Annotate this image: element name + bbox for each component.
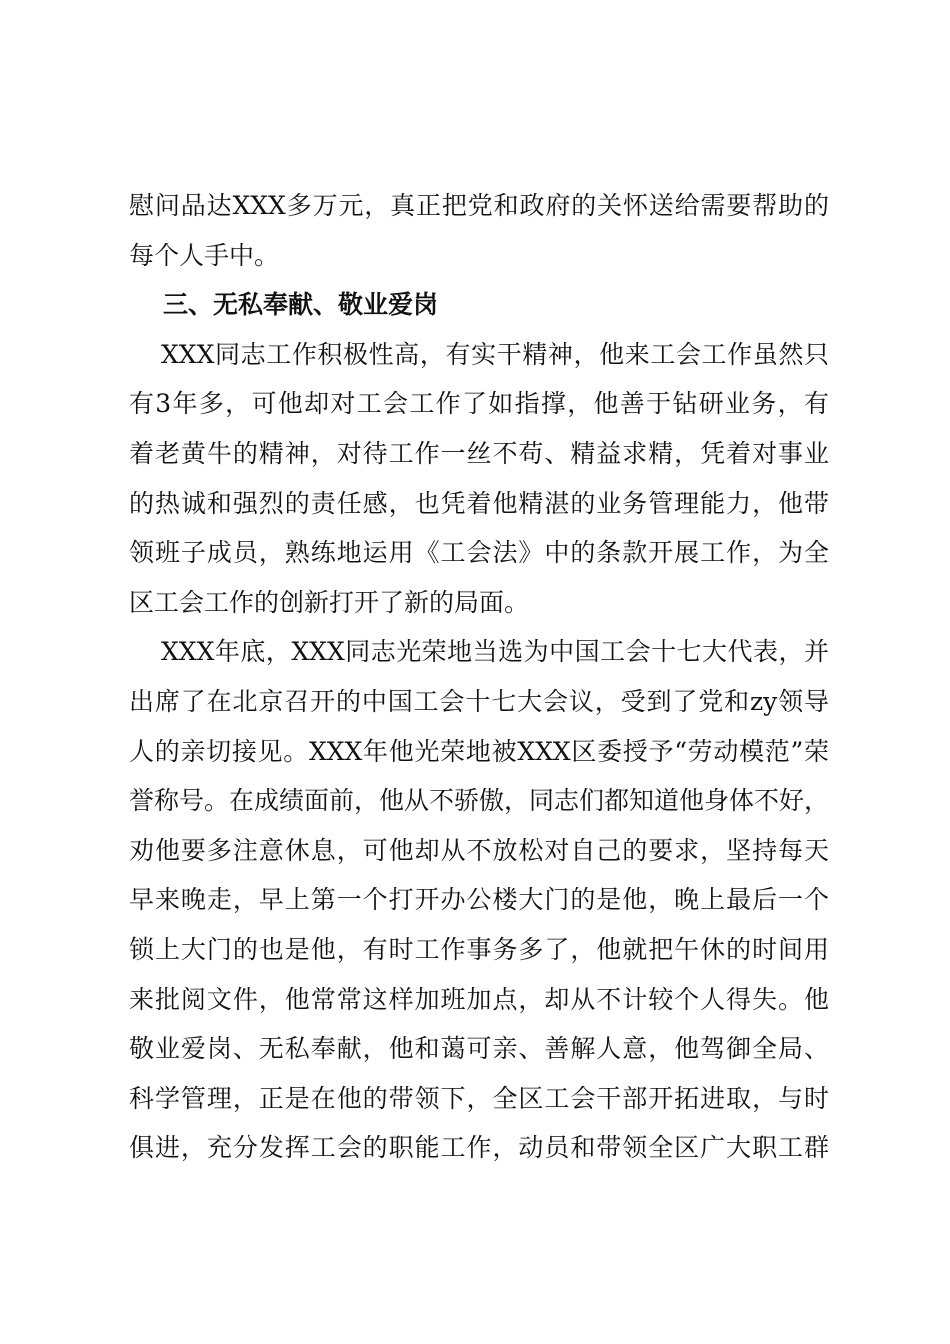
- text-line: 有3年多，可他却对工会工作了如指撑，他善于钻研业务，有: [129, 389, 829, 419]
- text-line: 慰问品达XXX多万元，真正把党和政府的关怀送给需要帮助的: [129, 191, 829, 220]
- text-line: 每个人手中。: [129, 240, 280, 270]
- text-line: 敬业爱岗、无私奉献，他和蔼可亲、善解人意，他驾御全局、: [129, 1034, 829, 1064]
- document-body: [129, 181, 829, 1173]
- text-line: 出席了在北京召开的中国工会十七大会议，受到了党和zy领导: [129, 686, 829, 716]
- text-line: 人的亲切接见。XXX年他光荣地被XXX区委授予“劳动模范”荣: [129, 736, 829, 766]
- text-line: 区工会工作的创新打开了新的局面。: [129, 587, 530, 617]
- text-line: 来批阅文件，他常常这样加班加点，却从不计较个人得失。他: [129, 984, 829, 1014]
- text-line: 早来晚走，早上第一个打开办公楼大门的是他，晚上最后一个: [129, 885, 829, 915]
- text-line: 科学管理，正是在他的带领下，全区工会干部开拓进取，与时: [129, 1083, 829, 1113]
- text-line: 领班子成员，熟练地运用《工会法》中的条款开展工作，为全: [129, 538, 829, 568]
- section-heading: 三、无私奉献、敬业爱岗: [163, 290, 439, 320]
- paragraph-honors: [129, 627, 829, 1173]
- paragraph-dedication: [129, 330, 829, 628]
- text-line: 着老黄牛的精神，对待工作一丝不苟、精益求精，凭着对事业: [129, 438, 829, 468]
- text-line: 劝他要多注意休息，可他却从不放松对自己的要求，坚持每天: [129, 835, 829, 865]
- text-line: XXX同志工作积极性高，有实干精神，他来工会工作虽然只: [161, 339, 829, 369]
- text-line: 誉称号。在成绩面前，他从不骄傲，同志们都知道他身体不好，: [129, 786, 830, 816]
- paragraph-continuation: [129, 181, 829, 280]
- text-line: 俱进，充分发挥工会的职能工作，动员和带领全区广大职工群: [129, 1133, 829, 1163]
- text-line: 的热诚和强烈的责任感，也凭着他精湛的业务管理能力，他带: [129, 488, 829, 518]
- text-line: XXX年底，XXX同志光荣地当选为中国工会十七大代表，并: [161, 637, 829, 667]
- text-line: 锁上大门的也是他，有时工作事务多了，他就把午休的时间用: [129, 934, 829, 964]
